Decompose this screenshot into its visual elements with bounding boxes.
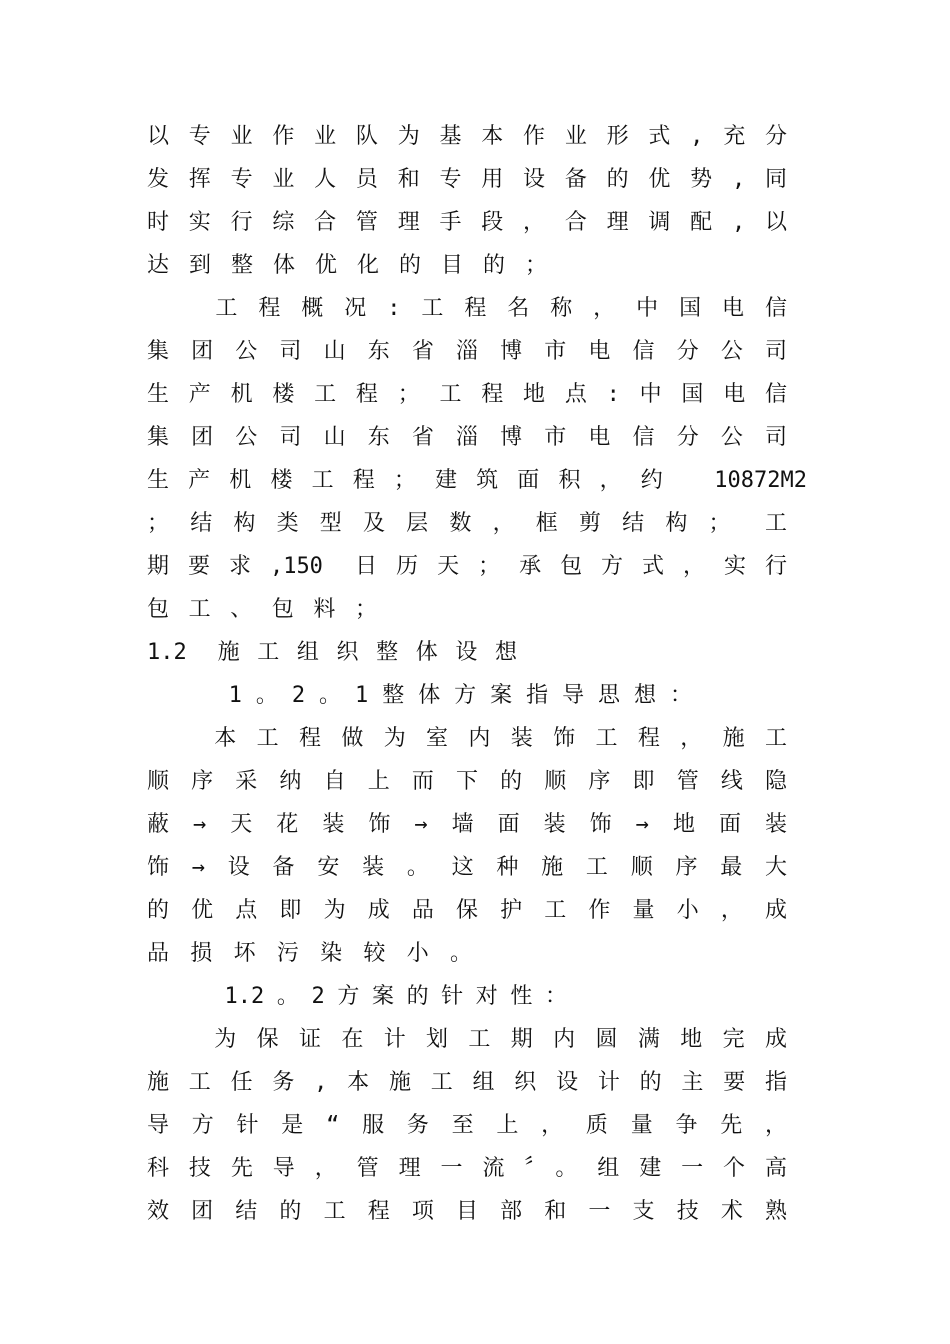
text-line: 时实行综合管理手段，合理调配,以 [147, 210, 787, 235]
subsection-heading: 1。2。1整体方案指导思想： [147, 683, 692, 708]
text-line: 期要求,150 日历天；承包方式，实行 [147, 554, 787, 579]
text-line: 科技先导，管理一流〞。组建一个高 [147, 1156, 787, 1181]
text-line: 发挥专业人员和专用设备的优势,同 [147, 167, 787, 192]
text-line: 品损坏污染较小。 [147, 941, 472, 966]
text-line: 饰→设备安装。这种施工顺序最大 [147, 855, 787, 880]
text-line: 集团公司山东省淄博市电信分公司 [147, 425, 787, 450]
text-line: 蔽→天花装饰→墙面装饰→地面装 [147, 812, 787, 837]
text-line: 本工程做为室内装饰工程，施工 [147, 726, 787, 751]
text-line: 生产机楼工程；建筑面积，约 10872M2 [147, 468, 807, 493]
subsection-heading: 1.2。2方案的针对性： [147, 984, 567, 1009]
text-line: 集团公司山东省淄博市电信分公司 [147, 339, 787, 364]
text-line: 效团结的工程项目部和一支技术熟 [147, 1199, 787, 1224]
section-heading: 1.2 施工组织整体设想 [147, 640, 517, 665]
text-line: 包工、包料； [147, 597, 377, 622]
text-line: ；结构类型及层数，框剪结构； 工 [147, 511, 787, 536]
text-line: 顺序采纳自上而下的顺序即管线隐 [147, 769, 787, 794]
text-line: 导方针是“服务至上，质量争先， [147, 1113, 787, 1138]
text-line: 以专业作业队为基本作业形式,充分 [147, 124, 787, 149]
text-line: 为保证在计划工期内圆满地完成 [147, 1027, 787, 1052]
text-line: 的优点即为成品保护工作量小，成 [147, 898, 787, 923]
text-line: 达到整体优化的目的； [147, 253, 547, 278]
text-line: 工程概况:工程名称，中国电信 [147, 296, 787, 321]
text-line: 施工任务,本施工组织设计的主要指 [147, 1070, 787, 1095]
text-line: 生产机楼工程；工程地点:中国电信 [147, 382, 787, 407]
